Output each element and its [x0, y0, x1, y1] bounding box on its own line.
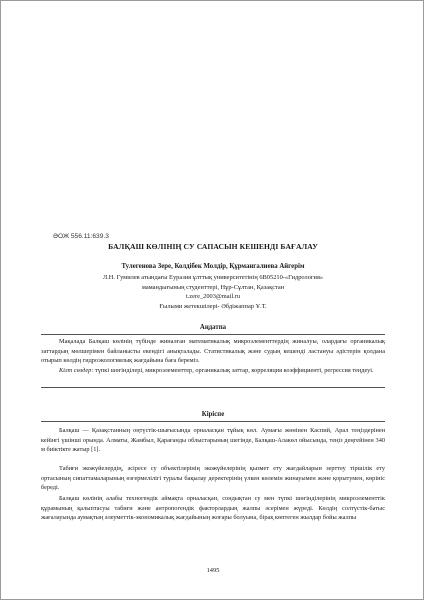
udc-code: ӘОЖ 556.11:639.3	[53, 233, 109, 240]
supervisor-line: Ғылыми жетекшілері- Әбдіжаппар Ұ.Т.	[159, 302, 267, 310]
author-email: t.zere_2003@mail.ru	[185, 293, 241, 301]
keywords-line	[41, 366, 385, 376]
abstract-top-rule	[41, 334, 385, 335]
intro-paragraph-1: Балқаш — Қазақстанның оңтүстік-шығысында орналасқан тұйық көл. Аумағы жөнінен Каспий, Арал теңіздерінен кейінгі үшінші орында. Алматы, Жамбыл, Қарағанды облыстарының шегінде, Балқаш-Алакөл ойысында, теңіз деңгейінен 340 м биіктікте жатыр [1].	[41, 427, 385, 453]
affiliation-line-university: Л.Н. Гумилев атындағы Еуразия ұлттық университетінің 6В05210-«Гидрология»	[102, 274, 324, 281]
keywords-text: түпкі шөгінділері, микроэлементтер, органикалық заттар, корреляция коэффициенті, регрессия теңдеуі.	[93, 367, 374, 374]
introduction-heading: Кіріспе	[201, 411, 225, 418]
affiliation-line-program: мамандығының студенттері, Нұр-Сұлтан, Қазақстан	[141, 283, 285, 291]
abstract-heading: Аңдатпа	[199, 324, 227, 331]
author-list: Тулегенова Зере, Колдібек Молдір, Құрмангалиева Айгерім	[121, 263, 305, 270]
abstract-bottom-rule	[41, 387, 385, 388]
affiliation-block	[41, 273, 385, 311]
intro-paragraph-2: Табиғи экожүйелердің, әсіресе су объектілерінің экожүйелерінің қызмет ету жағдайларын зерттеу тіршілік ету ортасының сипаттамаларының өзгермелілігі туралы бақылау деректерінің үлкен көлемін жинауымен және қорытумен, көрініс береді.	[41, 465, 385, 491]
abstract-text: Мақалада Балқаш көлінің түбінде жиналған математикалық микроэлементтердің жиналуы, олардағы органикалық заттардың мөлшерімен байланысты екендігі анықталады. Статистикалық және судың кешенді ластануы әдістерін қолдана отырып көлдің гидроэкологиялық жағдайына баға береміз.	[41, 338, 385, 364]
intro-paragraph-3: Балқаш көлінің алабы техногендік аймақта орналасқан, сондықтан су мен түпкі шөгінділерінің микроэлементтік құрамының қалыптасуы табиғи және антропогендік факторлардың жалпы әсерімен жүреді. Көлдің солтүстік-батыс жағалауында аумақтың әлеуметтік-экономикалық жағдайының жоғары болуына, бірақ көптеген жылдар бойы жалпы	[41, 495, 385, 521]
introduction-rule	[41, 421, 385, 422]
keywords-label: Кілт сөздер:	[59, 367, 94, 374]
page-number: 1495	[206, 567, 220, 574]
paper-title: БАЛҚАШ КӨЛІНІҢ СУ САПАСЫН КЕШЕНДІ БАҒАЛАУ	[108, 242, 318, 251]
